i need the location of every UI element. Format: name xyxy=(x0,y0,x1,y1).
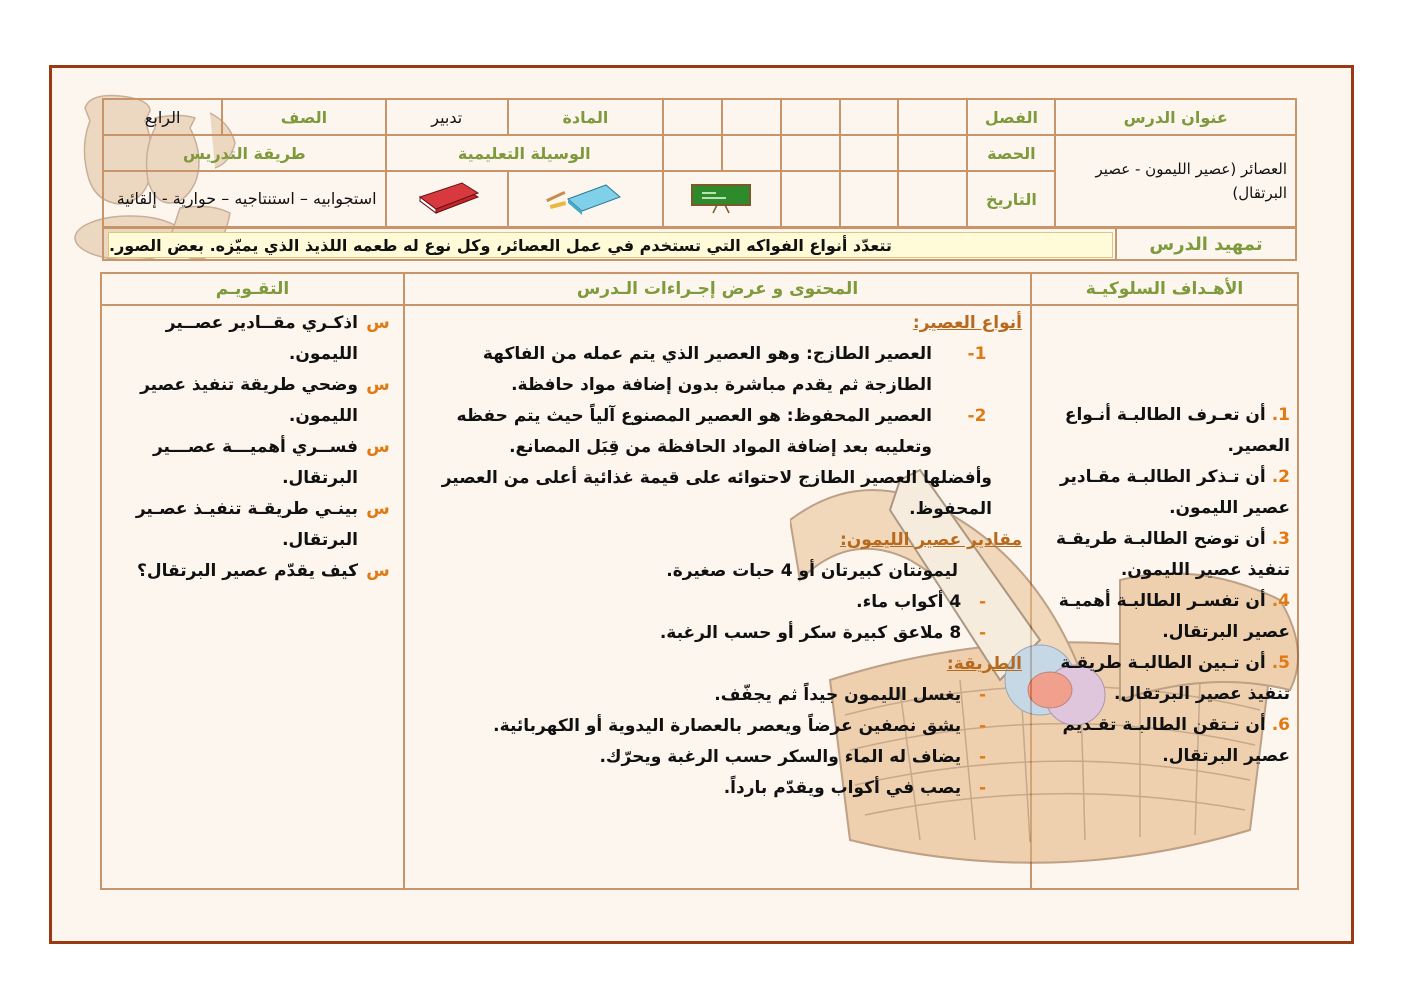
type-item: 1- العصير الطازج: وهو العصير الذي يتم عمله من الفاكهة الطازجة ثم يقدم مباشرة بدون إضافة مواد حافظة. xyxy=(482,344,987,395)
blank-cell xyxy=(781,99,839,135)
evaluation-list xyxy=(108,308,398,587)
objective-item: 1. أن تعـرف الطالبـة أنـواع العصير. xyxy=(1064,405,1290,456)
blank-cell xyxy=(663,99,722,135)
lesson-title-label: عنوان الدرس xyxy=(1055,99,1296,135)
evaluation-header: التقـويـم xyxy=(102,274,403,306)
preference-text: وأفضلها العصير الطازج لاحتوائه على قيمة غذائية أعلى من العصير المحفوظ. xyxy=(441,468,992,519)
chalkboard-icon xyxy=(687,179,757,215)
chalk-eraser-icon-cell xyxy=(508,171,663,227)
objective-item: 2. أن تـذكر الطالبـة مقـادير عصير الليمون. xyxy=(1059,467,1290,518)
question-item: س فســري أهميـــة عصـــير البرتقال. xyxy=(152,437,390,488)
period-label: الحصة xyxy=(967,135,1055,171)
lesson-title-value: العصائر (عصير الليمون - عصير البرتقال) xyxy=(1055,135,1296,227)
method-label: طريقة التدريس xyxy=(103,135,386,171)
step-item: - يشق نصفين عرضاً ويعصر بالعصارة اليدوية أو الكهربائية. xyxy=(493,716,986,736)
ingredient-item: - 4 أكواب ماء. xyxy=(856,592,986,612)
method-title: الطريقة: xyxy=(946,654,1022,674)
objective-item: 6. أن تـتقن الطالبـة تقـديم عصير البرتقال. xyxy=(1062,715,1290,766)
ingredient-item: - 8 ملاعق كبيرة سكر أو حسب الرغبة. xyxy=(659,623,986,643)
blank-cell xyxy=(722,135,781,171)
objectives-header: الأهـداف السلوكيـة xyxy=(1032,274,1297,306)
step-item: - يصب في أكواب ويقدّم بارداً. xyxy=(723,778,986,798)
step-item: - يغسل الليمون جيداً ثم يجفّف. xyxy=(714,685,986,705)
step-item: - يضاف له الماء والسكر حسب الرغبة ويحرّك. xyxy=(599,747,986,767)
blank-cell xyxy=(722,99,781,135)
objective-item: 4. أن تفسـر الطالبـة أهميـة عصير البرتقال. xyxy=(1058,591,1290,642)
type-item: 2- العصير المحفوظ: هو العصير المصنوع آلياً حيث يتم حفظه وتعليبه بعد إضافة المواد الحافظة من قِبَل المصانع. xyxy=(456,406,987,457)
objective-item: 3. أن توضح الطالبـة طريقـة تنفيذ عصير الليمون. xyxy=(1056,529,1290,580)
objective-item: 5. أن تـبين الطالبـة طريقـة تنفيذ عصير البرتقال. xyxy=(1060,653,1290,704)
blank-cell xyxy=(663,135,722,171)
book-icon xyxy=(412,179,482,215)
question-item: س كيف يقدّم عصير البرتقال؟ xyxy=(137,561,390,581)
objectives-list xyxy=(1035,400,1290,772)
blank-cell xyxy=(898,135,968,171)
chalkboard-icon-cell xyxy=(663,171,781,227)
column-divider xyxy=(403,274,405,888)
blank-cell xyxy=(898,171,968,227)
lesson-header-table xyxy=(102,98,1297,228)
book-icon-cell xyxy=(386,171,508,227)
lesson-content xyxy=(420,308,1022,804)
blank-cell xyxy=(781,171,839,227)
question-item: س اذكـري مقــادير عصــير الليمون. xyxy=(165,313,390,364)
ingredients-title: مقادير عصير الليمون: xyxy=(840,530,1022,550)
lesson-intro-row xyxy=(102,227,1297,261)
blank-cell xyxy=(781,135,839,171)
blank-cell xyxy=(840,99,898,135)
question-item: س بينـي طريقـة تنفيـذ عصـير البرتقال. xyxy=(135,499,390,550)
blank-cell xyxy=(840,171,898,227)
intro-text: تتعدّد أنواع الفواكه التي تستخدم في عمل العصائر، وكل نوع له طعمه اللذيذ الذي يميّزه. بعض الصور. xyxy=(108,232,1113,258)
teaching-aid-label: الوسيلة التعليمية xyxy=(386,135,663,171)
subject-value: تدبير xyxy=(386,99,508,135)
content-header: المحتوى و عرض إجـراءات الـدرس xyxy=(405,274,1030,306)
date-label: التاريخ xyxy=(967,171,1055,227)
question-item: س وضحي طريقة تنفيذ عصير الليمون. xyxy=(140,375,390,426)
subject-label: المادة xyxy=(508,99,663,135)
chalk-eraser-icon xyxy=(540,177,630,217)
semester-label: الفصل xyxy=(967,99,1055,135)
method-value: استجوابيه – استنتاجيه – حوارية - إلقائية xyxy=(103,171,386,227)
types-title: أنواع العصير: xyxy=(912,313,1022,333)
grade-label: الصف xyxy=(222,99,385,135)
blank-cell xyxy=(840,135,898,171)
blank-cell xyxy=(898,99,968,135)
intro-label: تمهيد الدرس xyxy=(1115,229,1295,259)
ingredient-item: ليمونتان كبيرتان أو 4 حبات صغيرة. xyxy=(666,561,958,581)
grade-value: الرابع xyxy=(103,99,222,135)
